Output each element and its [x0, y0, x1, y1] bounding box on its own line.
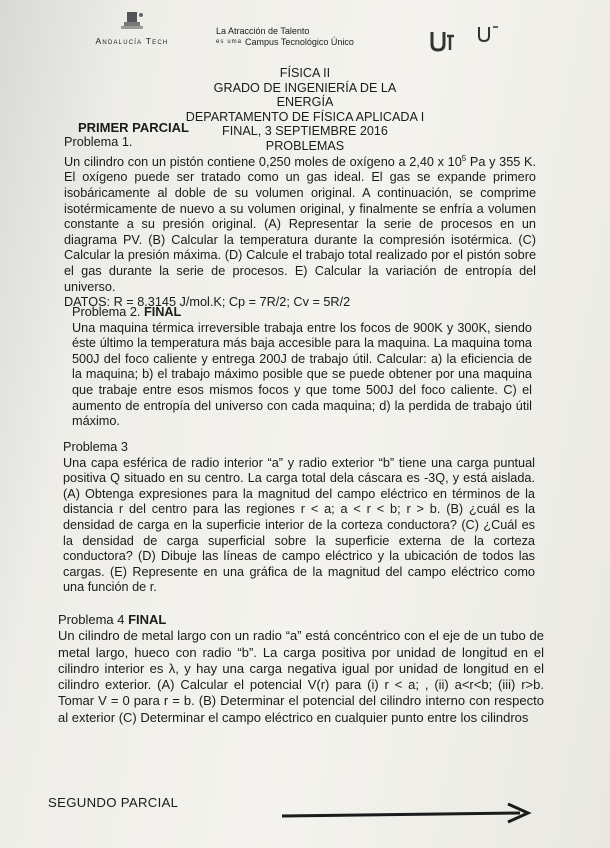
problem-4-title: [58, 612, 544, 628]
problem-4-title-text: Problema 4: [58, 612, 129, 627]
primer-parcial-heading: PRIMER PARCIAL: [78, 120, 189, 135]
exam-date-title: FINAL, 3 SEPTIEMBRE 2016 PROBLEMAS: [222, 124, 388, 153]
right-arrow-icon: [280, 802, 532, 831]
campus-line-1: La Atracción de Talento: [216, 26, 310, 36]
problem-3-text: Una capa esférica de radio interior “a” y radio exterior “b” tiene una carga puntual positiva Q situado en su centro. La carga total dela cáscara es -3Q, y está aislada. (A) Obtenga expresiones para la magnitud del campo eléctrico en términos de la distancia r del centro para las regiones r < a; a < r < b; r > b. (B) ¿cuál es la densidad de carga en la superficie interior de la corteza conductora? (C) ¿Cuál es la densidad de carga superficial sobre la superficie externa de la corteza conductora? (D) Dibuje las líneas de campo eléctrico y la ubicación de todos las cargas. (E) Represente en una gráfica de la magnitud del campo eléctrico como una función de r.: [63, 455, 535, 595]
campus-es-mark: es: [216, 39, 225, 45]
department-title: DEPARTAMENTO DE FÍSICA APLICADA I: [185, 109, 425, 124]
campus-line-2: Campus Tecnológico Único: [245, 37, 354, 47]
problem-4-text: Un cilindro de metal largo con un radio “a” está concéntrico con el eje de un tubo de metal largo, hueco con radio “b”. La carga positiva por unidad de longitud en el cilindro interior es λ, y hay una carga negativa igual por unidad de longitud en el cilindro exterior. (A) Calcular el potencial V(r) para (i) r < a; , (ii) a<r<b; (iii) r>b. Tomar V = 0 para r = b. (B) Determinar el potencial del cilindro interno con respecto al exterior (C) Determinar el campo eléctrico en cualquier punto entre los cilindros: [58, 628, 544, 725]
problem-2-text: Una maquina térmica irreversible trabaja entre los focos de 900K y 300K, siendo éste último la temperatura más baja accesible para la maquina. La maquina toma 500J del foco caliente y entrega 200J de trabajo útil. Calcular: a) la eficiencia de la maquina; b) el trabajo máximo posible que se puede obtener por una maquina que trabaje entre esos mismos focos y que tome 500J del foco caliente. C) el aumento de entropía del universo con cada maquina; d) la perdida de trabajo útil máximo.: [72, 320, 532, 429]
problem-1-text-a: Un cilindro con un pistón contiene 0,250 moles de oxígeno a 2,40 x 10: [64, 154, 462, 169]
problem-2-final-tag: FINAL: [143, 305, 182, 319]
segundo-parcial-heading: SEGUNDO PARCIAL: [48, 795, 179, 810]
problem-1-exponent: 5: [461, 153, 467, 163]
problem-1-title: Problema 1.: [64, 135, 133, 149]
problem-3-title: Problema 3: [63, 440, 128, 454]
problem-2-title: [72, 305, 532, 321]
logo-brand-text: Andalucía Tech: [95, 36, 169, 46]
degree-title: GRADO DE INGENIERÍA DE LA ENERGÍA: [213, 80, 397, 109]
problem-2-title-text: Problema 2.: [72, 305, 144, 319]
problem-1: [64, 135, 536, 311]
problem-1-text: [64, 151, 536, 296]
uma-logo: [430, 30, 456, 57]
problem-3: [63, 440, 535, 596]
campus-logo: [216, 26, 354, 48]
problem-2: [72, 305, 532, 430]
campus-uma-mark: uma: [227, 39, 243, 45]
course-title: FÍSICA II: [279, 66, 331, 80]
university-logo-icon: [115, 10, 149, 34]
andalucia-tech-logo: [82, 10, 182, 46]
uma-logo-icon: [430, 30, 456, 52]
problem-4-final-tag: FINAL: [128, 612, 167, 627]
problem-1-datos: DATOS: R = 8.3145 J/mol.K; Cp = 7R/2; Cv = 5R/2: [64, 295, 351, 310]
u-logo: [476, 24, 500, 49]
u-logo-icon: [476, 24, 500, 44]
problem-1-text-b: Pa y 355 K. El oxígeno puede ser tratado como un gas ideal. El gas se expande primero isobáricamente al doble de su volumen original. A continuación, se comprime isotérmicamente de nuevo a su volumen original, y finalmente se enfría a volumen constante a su presión original. (A) Representar la serie de procesos en un diagrama PV. (B) Calcular la temperatura durante la compresión isotérmica. (C) Calcular la presión máxima. (D) Calcule el trabajo total realizado por el pistón sobre el gas durante la serie de procesos. E) Calcular la variación de entropía del universo.: [64, 154, 536, 294]
problem-4: [58, 612, 544, 726]
